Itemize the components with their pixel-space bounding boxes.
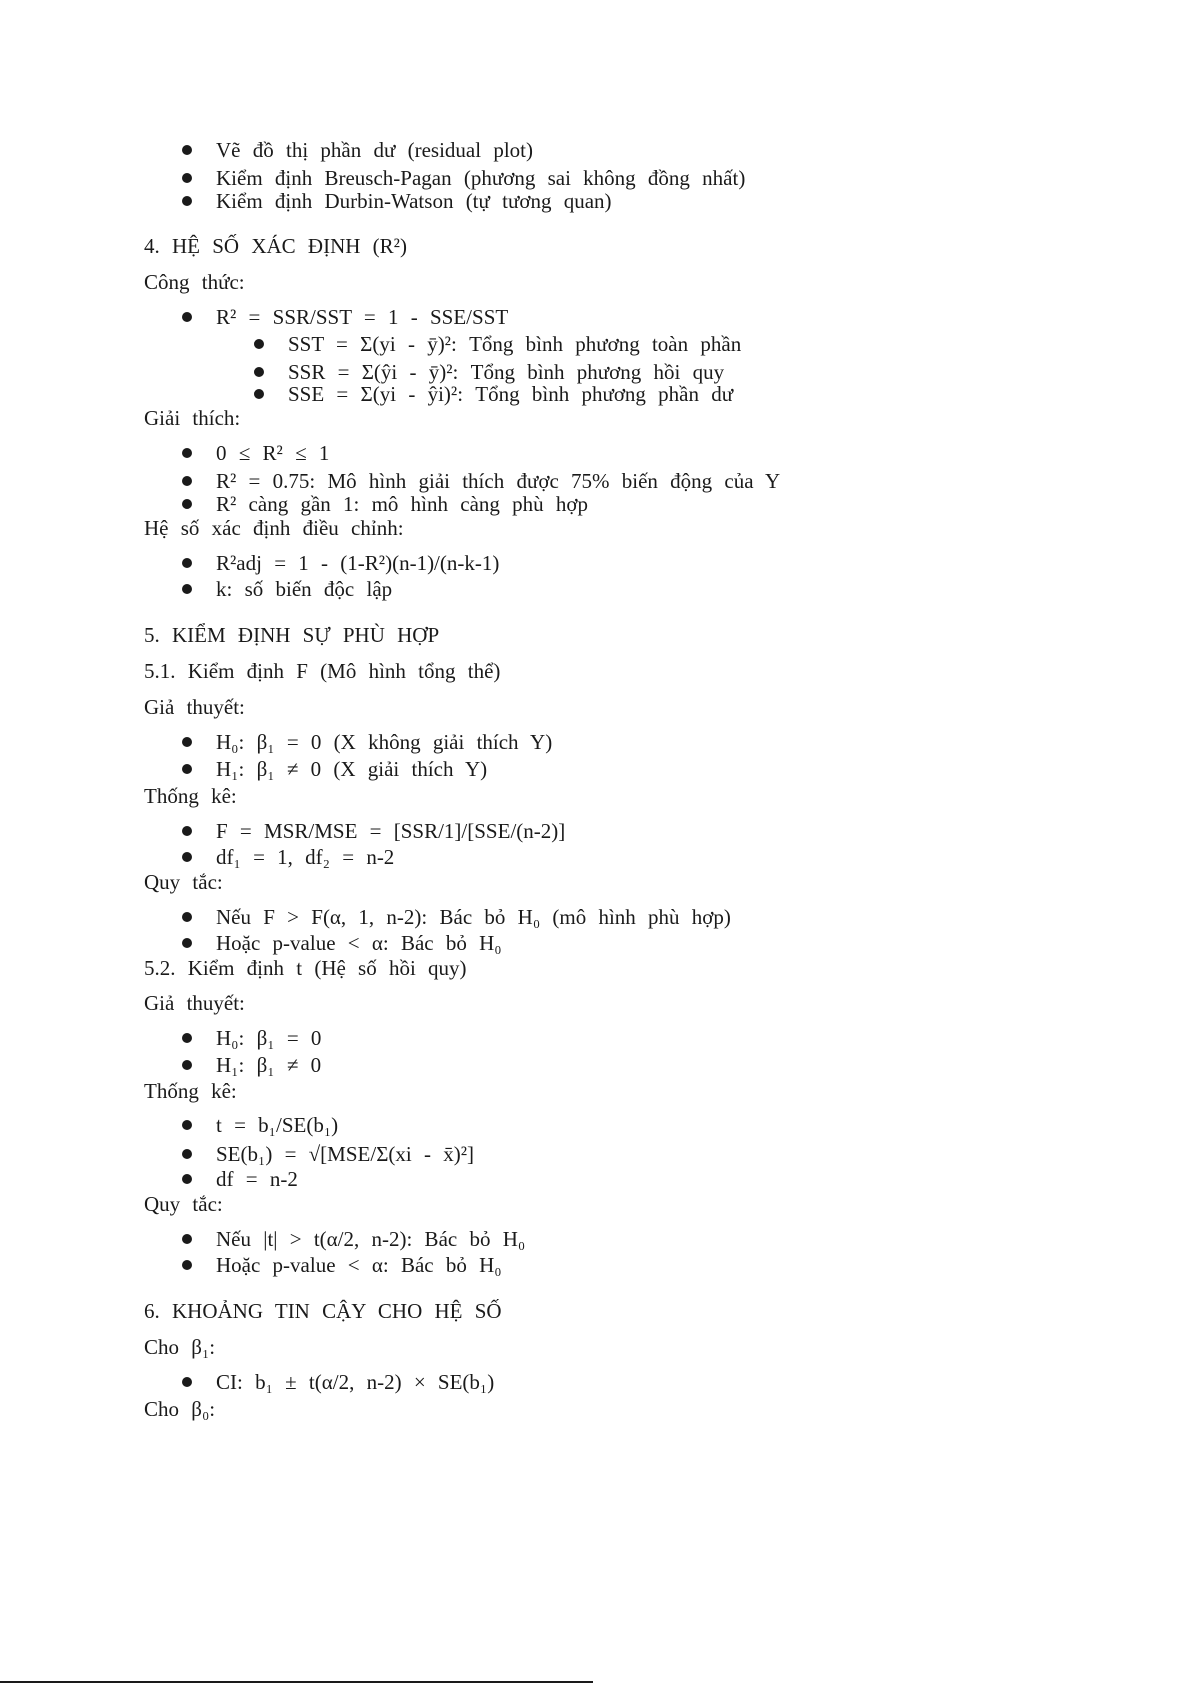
paragraph-text: Thống kê: xyxy=(144,784,237,808)
paragraph-text: Công thức: xyxy=(144,270,245,294)
paragraph xyxy=(144,1194,223,1215)
section-heading xyxy=(144,625,439,646)
list-item-text: H₀: β₁ = 0 (X không giải thích Y) xyxy=(216,730,553,754)
list-item-text: R² càng gần 1: mô hình càng phù hợp xyxy=(216,492,589,516)
bullet-icon xyxy=(254,389,264,399)
list-item-text: R² = SSR/SST = 1 - SSE/SST xyxy=(216,305,509,329)
paragraph xyxy=(144,408,240,429)
list-item-text: Vẽ đồ thị phần dư (residual plot) xyxy=(216,138,533,162)
section-heading xyxy=(144,1301,502,1322)
list-item xyxy=(216,140,533,161)
list-item xyxy=(216,933,502,954)
paragraph-text: Cho β₀: xyxy=(144,1397,216,1421)
list-item-text: df = n-2 xyxy=(216,1167,298,1191)
bullet-icon xyxy=(182,1174,192,1184)
paragraph-text: Cho β₁: xyxy=(144,1335,216,1359)
list-item-text: F = MSR/MSE = [SSR/1]/[SSE/(n-2)] xyxy=(216,819,566,843)
section-heading xyxy=(144,236,407,257)
list-item xyxy=(216,471,780,492)
list-item xyxy=(216,307,508,328)
list-item xyxy=(216,1229,525,1250)
list-item-text: H₁: β₁ ≠ 0 (X giải thích Y) xyxy=(216,757,488,781)
list-item xyxy=(288,334,741,355)
paragraph xyxy=(144,872,223,893)
list-item-text: Kiểm định Durbin-Watson (tự tương quan) xyxy=(216,189,612,213)
bullet-icon xyxy=(182,826,192,836)
bullet-icon xyxy=(182,558,192,568)
bullet-icon xyxy=(182,312,192,322)
list-item-text: Hoặc p-value < α: Bác bỏ H₀ xyxy=(216,1253,502,1277)
bullet-icon xyxy=(182,173,192,183)
section-heading-text: 6. KHOẢNG TIN CẬY CHO HỆ SỐ xyxy=(144,1299,502,1323)
list-item xyxy=(216,1144,474,1165)
paragraph xyxy=(144,697,245,718)
bullet-icon xyxy=(182,938,192,948)
list-item xyxy=(216,1255,502,1276)
bullet-icon xyxy=(182,476,192,486)
list-item xyxy=(216,579,392,600)
paragraph xyxy=(144,1399,215,1420)
bullet-icon xyxy=(182,145,192,155)
paragraph-text: 5.2. Kiểm định t (Hệ số hồi quy) xyxy=(144,956,467,980)
section-heading-text: 4. HỆ SỐ XÁC ĐỊNH (R²) xyxy=(144,234,407,258)
section-heading-text: 5. KIỂM ĐỊNH SỰ PHÙ HỢP xyxy=(144,623,440,647)
list-item-text: 0 ≤ R² ≤ 1 xyxy=(216,441,330,465)
list-item xyxy=(216,1028,321,1049)
list-item xyxy=(216,1169,298,1190)
paragraph xyxy=(144,958,467,979)
list-item-text: Nếu |t| > t(α/2, n-2): Bác bỏ H₀ xyxy=(216,1227,526,1251)
list-item-text: R²adj = 1 - (1-R²)(n-1)/(n-k-1) xyxy=(216,551,500,575)
paragraph xyxy=(144,518,404,539)
paragraph-text: 5.1. Kiểm định F (Mô hình tổng thể) xyxy=(144,659,501,683)
page-bottom-rule xyxy=(0,1681,593,1683)
bullet-icon xyxy=(182,1234,192,1244)
paragraph-text: Hệ số xác định điều chỉnh: xyxy=(144,516,404,540)
list-item-text: Nếu F > F(α, 1, n-2): Bác bỏ H₀ (mô hình phù hợp) xyxy=(216,905,731,929)
list-item-text: H₁: β₁ ≠ 0 xyxy=(216,1053,322,1077)
list-item-text: df₁ = 1, df₂ = n-2 xyxy=(216,845,395,869)
list-item xyxy=(216,1055,321,1076)
paragraph-text: Thống kê: xyxy=(144,1079,237,1103)
list-item xyxy=(288,362,724,383)
paragraph-text: Giải thích: xyxy=(144,406,241,430)
paragraph-text: Giả thuyết: xyxy=(144,695,245,719)
bullet-icon xyxy=(182,499,192,509)
list-item xyxy=(216,494,588,515)
list-item xyxy=(216,847,394,868)
bullet-icon xyxy=(182,764,192,774)
bullet-icon xyxy=(182,912,192,922)
list-item-text: SE(b₁) = √[MSE/Σ(xi - x̄)²] xyxy=(216,1142,475,1166)
list-item-text: SST = Σ(yi - ȳ)²: Tổng bình phương toàn phần xyxy=(288,332,742,356)
list-item xyxy=(288,384,733,405)
bullet-icon xyxy=(182,196,192,206)
paragraph xyxy=(144,272,245,293)
bullet-icon xyxy=(182,584,192,594)
bullet-icon xyxy=(182,852,192,862)
bullet-icon xyxy=(182,448,192,458)
list-item xyxy=(216,1115,338,1136)
bullet-icon xyxy=(182,1060,192,1070)
list-item-text: Kiểm định Breusch-Pagan (phương sai không đồng nhất) xyxy=(216,166,746,190)
list-item xyxy=(216,821,565,842)
list-item xyxy=(216,1372,494,1393)
list-item xyxy=(216,759,487,780)
list-item xyxy=(216,168,745,189)
bullet-icon xyxy=(254,339,264,349)
bullet-icon xyxy=(182,737,192,747)
paragraph-text: Quy tắc: xyxy=(144,1192,223,1216)
list-item-text: SSR = Σ(ŷi - ȳ)²: Tổng bình phương hồi quy xyxy=(288,360,725,384)
paragraph xyxy=(144,661,500,682)
list-item xyxy=(216,553,499,574)
list-item-text: H₀: β₁ = 0 xyxy=(216,1026,322,1050)
paragraph-text: Quy tắc: xyxy=(144,870,223,894)
list-item-text: t = b₁/SE(b₁) xyxy=(216,1113,339,1137)
bullet-icon xyxy=(182,1149,192,1159)
list-item-text: k: số biến độc lập xyxy=(216,577,393,601)
bullet-icon xyxy=(182,1377,192,1387)
list-item-text: SSE = Σ(yi - ŷi)²: Tổng bình phương phần dư xyxy=(288,382,734,406)
paragraph-text: Giả thuyết: xyxy=(144,991,245,1015)
list-item xyxy=(216,191,612,212)
list-item-text: R² = 0.75: Mô hình giải thích được 75% biến động của Y xyxy=(216,469,781,493)
list-item-text: Hoặc p-value < α: Bác bỏ H₀ xyxy=(216,931,502,955)
list-item xyxy=(216,443,329,464)
paragraph xyxy=(144,993,245,1014)
bullet-icon xyxy=(182,1033,192,1043)
list-item-text: CI: b₁ ± t(α/2, n-2) × SE(b₁) xyxy=(216,1370,495,1394)
paragraph xyxy=(144,1337,215,1358)
bullet-icon xyxy=(182,1120,192,1130)
paragraph xyxy=(144,1081,237,1102)
bullet-icon xyxy=(182,1260,192,1270)
bullet-icon xyxy=(254,367,264,377)
list-item xyxy=(216,907,731,928)
paragraph xyxy=(144,786,237,807)
list-item xyxy=(216,732,552,753)
